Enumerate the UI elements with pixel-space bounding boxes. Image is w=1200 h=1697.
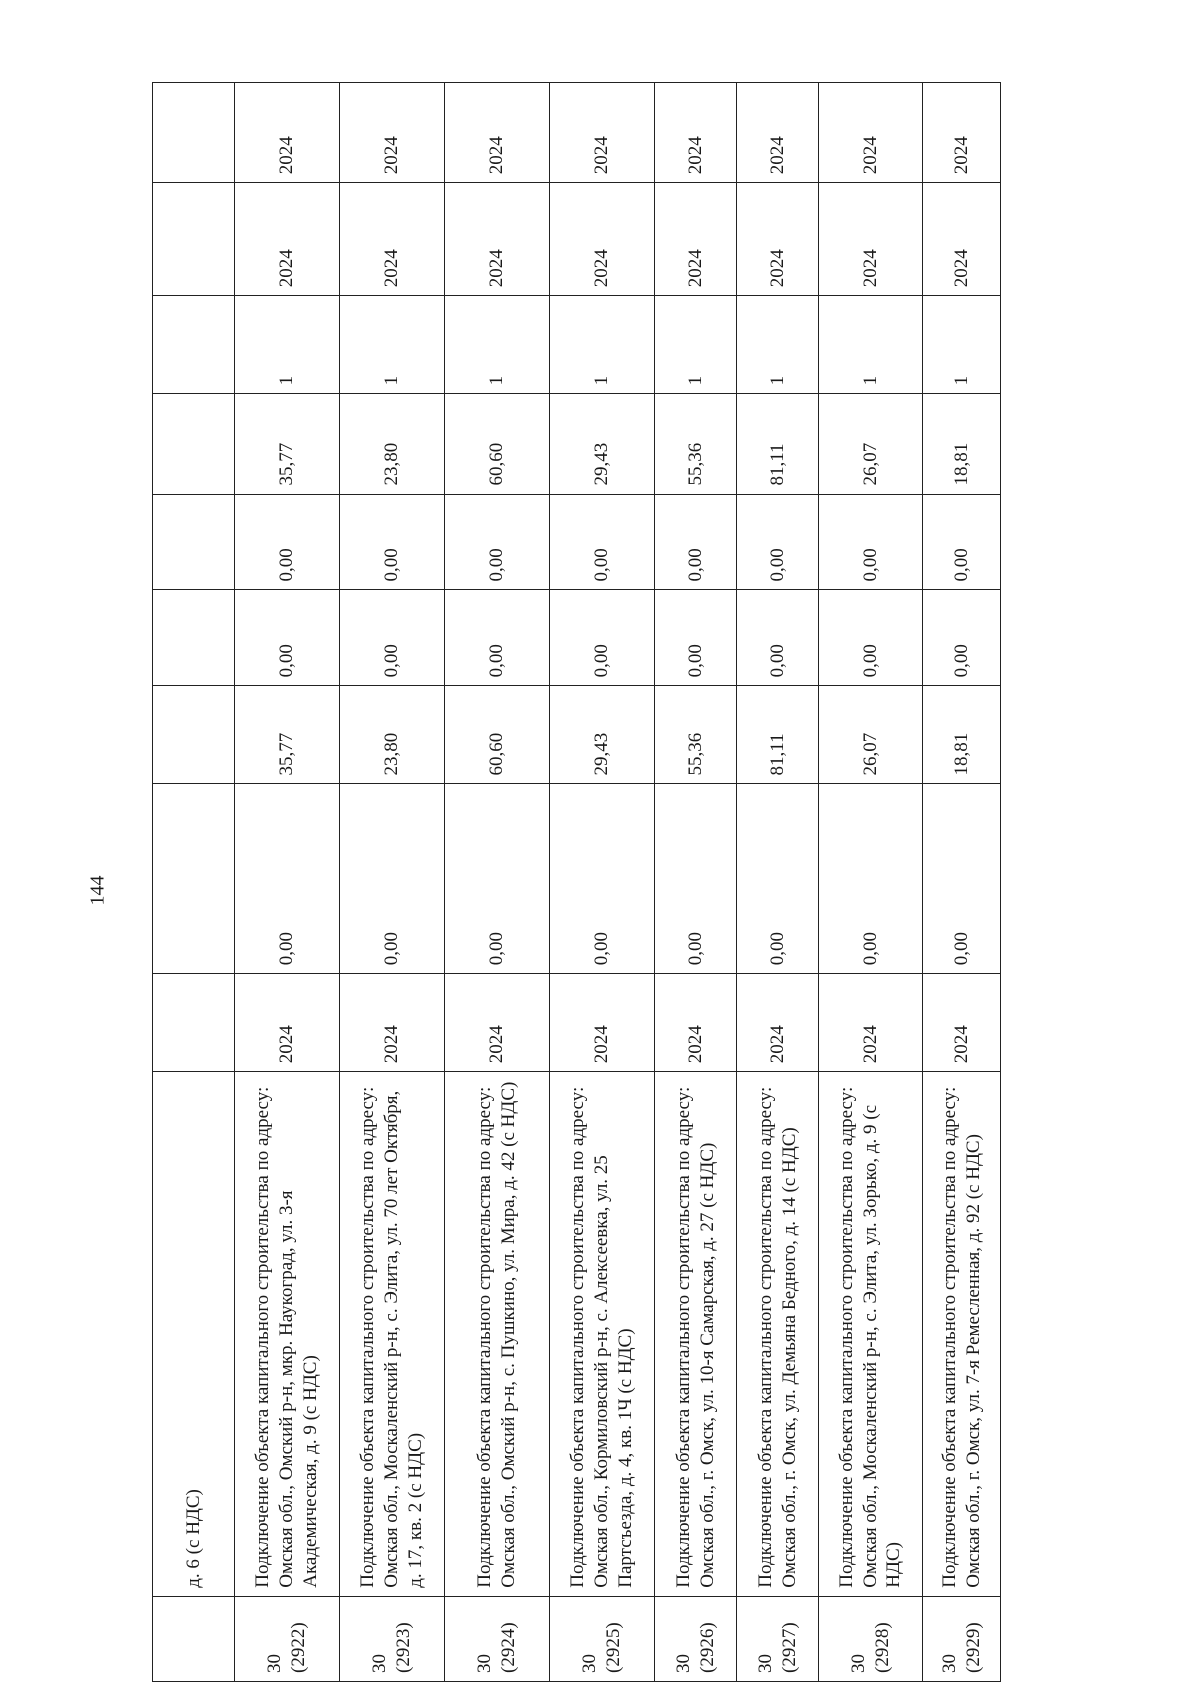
cell-empty [153, 494, 235, 590]
cell-year-start: 2024 [923, 974, 1001, 1072]
cell-number: 30 (2928) [819, 1596, 923, 1681]
cell-value-5: 81,11 [737, 394, 819, 494]
cell-value-3: 0,00 [655, 590, 737, 686]
cell-value-4: 0,00 [737, 494, 819, 590]
cell-number: 30 (2926) [655, 1596, 737, 1681]
cell-year-b: 2024 [445, 83, 550, 183]
cell-description: Подключение объекта капитального строительства по адресу: Омская обл., Москаленский р-н, с. Элита, ул. 70 лет Октября, д. 17, кв. 2 (с НДС) [340, 1072, 445, 1596]
cell-value-4: 0,00 [923, 494, 1001, 590]
cell-value-1: 0,00 [550, 784, 655, 974]
cell-number: 30 (2923) [340, 1596, 445, 1681]
cell-number: 30 (2929) [923, 1596, 1001, 1681]
cell-year-a: 2024 [340, 183, 445, 296]
cell-value-1: 0,00 [445, 784, 550, 974]
cell-number: 30 (2924) [445, 1596, 550, 1681]
cell-value-1: 0,00 [737, 784, 819, 974]
cell-value-3: 0,00 [819, 590, 923, 686]
cell-count: 1 [737, 296, 819, 394]
cell-value-5: 29,43 [550, 394, 655, 494]
table-row [550, 83, 655, 1682]
cell-value-2: 81,11 [737, 686, 819, 784]
table-row [819, 83, 923, 1682]
cell-value-3: 0,00 [235, 590, 340, 686]
cell-value-4: 0,00 [819, 494, 923, 590]
cell-count: 1 [235, 296, 340, 394]
cell-value-2: 35,77 [235, 686, 340, 784]
cell-value-5: 23,80 [340, 394, 445, 494]
rotated-table-area [152, 82, 1000, 1682]
cell-year-start: 2024 [235, 974, 340, 1072]
cell-count: 1 [550, 296, 655, 394]
cell-year-a: 2024 [737, 183, 819, 296]
cell-empty [153, 590, 235, 686]
cell-number: 30 (2927) [737, 1596, 819, 1681]
page-number-text: 144 [86, 875, 109, 905]
cell-description: д. 6 (с НДС) [153, 1072, 235, 1596]
cell-value-3: 0,00 [445, 590, 550, 686]
cell-count: 1 [445, 296, 550, 394]
cell-year-a: 2024 [445, 183, 550, 296]
cell-description: Подключение объекта капитального строительства по адресу: Омская обл., г. Омск, ул. Демьяна Бедного, д. 14 (с НДС) [737, 1072, 819, 1596]
cell-empty [153, 1596, 235, 1681]
cell-value-5: 35,77 [235, 394, 340, 494]
cell-value-3: 0,00 [550, 590, 655, 686]
cell-description: Подключение объекта капитального строительства по адресу: Омская обл., г. Омск, ул. 10-я Самарская, д. 27 (с НДС) [655, 1072, 737, 1596]
cell-value-1: 0,00 [340, 784, 445, 974]
cell-value-2: 60,60 [445, 686, 550, 784]
cell-year-b: 2024 [923, 83, 1001, 183]
cell-value-5: 26,07 [819, 394, 923, 494]
table-row [737, 83, 819, 1682]
table-row [445, 83, 550, 1682]
cell-value-2: 18,81 [923, 686, 1001, 784]
cell-description: Подключение объекта капитального строительства по адресу: Омская обл., Москаленский р-н, с. Элита, ул. Зорько, д. 9 (с НДС) [819, 1072, 923, 1596]
cell-year-a: 2024 [235, 183, 340, 296]
cell-empty [153, 394, 235, 494]
cell-year-b: 2024 [550, 83, 655, 183]
cell-year-start: 2024 [819, 974, 923, 1072]
cell-number: 30 (2922) [235, 1596, 340, 1681]
cell-year-start: 2024 [445, 974, 550, 1072]
cell-value-2: 23,80 [340, 686, 445, 784]
cell-value-1: 0,00 [655, 784, 737, 974]
cell-description: Подключение объекта капитального строительства по адресу: Омская обл., Кормиловский р-н, с. Алексеевка, ул. 25 Партсъезда, д. 4, кв. 1Ч (с НДС) [550, 1072, 655, 1596]
cell-year-a: 2024 [923, 183, 1001, 296]
cell-empty [153, 686, 235, 784]
cell-empty [153, 183, 235, 296]
cell-value-1: 0,00 [819, 784, 923, 974]
cell-year-start: 2024 [340, 974, 445, 1072]
cell-value-3: 0,00 [737, 590, 819, 686]
cell-value-2: 26,07 [819, 686, 923, 784]
table-row [655, 83, 737, 1682]
cell-value-5: 60,60 [445, 394, 550, 494]
cell-number: 30 (2925) [550, 1596, 655, 1681]
cell-value-2: 29,43 [550, 686, 655, 784]
cell-value-4: 0,00 [550, 494, 655, 590]
cell-value-3: 0,00 [923, 590, 1001, 686]
cell-year-a: 2024 [819, 183, 923, 296]
cell-count: 1 [340, 296, 445, 394]
cell-count: 1 [819, 296, 923, 394]
cell-empty [153, 974, 235, 1072]
table-row [340, 83, 445, 1682]
cell-value-4: 0,00 [445, 494, 550, 590]
cell-value-5: 55,36 [655, 394, 737, 494]
table-row [235, 83, 340, 1682]
cell-year-b: 2024 [819, 83, 923, 183]
cell-empty [153, 296, 235, 394]
page-number [88, 862, 108, 918]
table-row [923, 83, 1001, 1682]
cell-description: Подключение объекта капитального строительства по адресу: Омская обл., Омский р-н, мкр. Наукоград, ул. 3-я Академическая, д. 9 (с НДС) [235, 1072, 340, 1596]
cell-empty [153, 83, 235, 183]
estimate-table [152, 82, 1001, 1682]
cell-year-start: 2024 [550, 974, 655, 1072]
cell-description: Подключение объекта капитального строительства по адресу: Омская обл., г. Омск, ул. 7-я Ремесленная, д. 92 (с НДС) [923, 1072, 1001, 1596]
cell-year-a: 2024 [550, 183, 655, 296]
cell-year-start: 2024 [737, 974, 819, 1072]
cell-year-b: 2024 [655, 83, 737, 183]
cell-description: Подключение объекта капитального строительства по адресу: Омская обл., Омский р-н, с. Пушкино, ул. Мира, д. 42 (с НДС) [445, 1072, 550, 1596]
cell-value-3: 0,00 [340, 590, 445, 686]
cell-value-4: 0,00 [340, 494, 445, 590]
cell-year-b: 2024 [340, 83, 445, 183]
cell-count: 1 [655, 296, 737, 394]
cell-year-a: 2024 [655, 183, 737, 296]
cell-year-start: 2024 [655, 974, 737, 1072]
cell-value-4: 0,00 [655, 494, 737, 590]
cell-value-5: 18,81 [923, 394, 1001, 494]
cell-value-1: 0,00 [923, 784, 1001, 974]
cell-value-2: 55,36 [655, 686, 737, 784]
cell-year-b: 2024 [235, 83, 340, 183]
cell-count: 1 [923, 296, 1001, 394]
cell-value-1: 0,00 [235, 784, 340, 974]
cell-year-b: 2024 [737, 83, 819, 183]
cell-empty [153, 784, 235, 974]
table-row-continuation [153, 83, 235, 1682]
cell-value-4: 0,00 [235, 494, 340, 590]
